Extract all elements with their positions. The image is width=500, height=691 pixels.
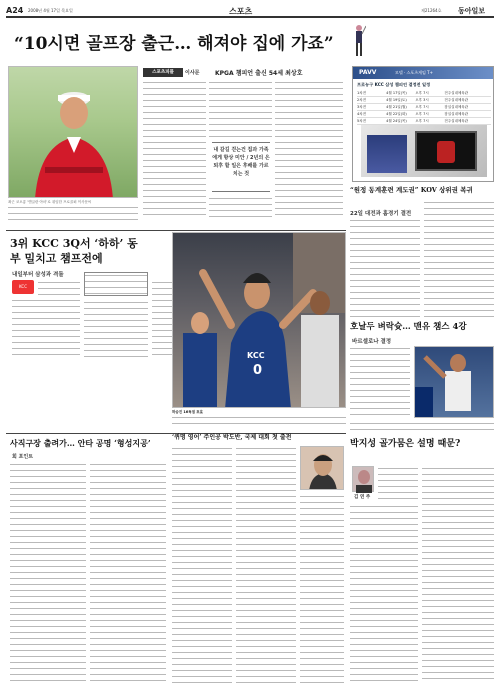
soccer-player-photo [414,346,494,418]
jersey-text: KCC [247,351,265,360]
story1-subhead: KPGA 챔피언 출신 54세 최상호 [215,70,303,77]
jersey-number: 0 [253,363,263,378]
ad-tv-image [361,125,487,177]
photo-caption-title: 하승진 16득점 포효 [172,410,203,414]
kicker-label: 스포츠피플 [143,68,183,77]
ad-schedule-cell: 4월 21일(월) [386,105,407,109]
ad-schedule-row [357,104,491,111]
golfer-cutout-image [352,24,366,58]
story4-headline: 호날두 벼락슛… 맨유 챔스 4강 [350,322,467,332]
tv-advertisement [352,66,494,182]
ad-brand: PAVV [359,69,377,76]
story2-body-col1 [350,218,420,318]
ad-schedule-row [357,97,491,104]
ad-players-image [367,135,407,173]
ad-schedule-cell: 오후 3시 [415,98,429,102]
ad-schedule-cell: 4월 17일(목) [386,91,407,95]
photo-caption-text [172,415,346,427]
story7-body-col2 [236,446,296,684]
caption-text-block [8,205,138,222]
story7-body-col1 [172,446,232,684]
ad-schedule-cell: 전주실내체육관 [444,119,469,123]
story5-headline: 박지성 골가뭄은 설명 때문? [350,439,461,449]
story6-body-col2 [90,462,166,684]
soccer-caption [350,421,494,433]
ad-schedule-cell: 오후 7시 [415,91,429,95]
basketball-action-photo [172,232,346,408]
ad-schedule-cell: 4차전 [357,112,366,116]
story6-byline: 회 포인트 [12,454,34,460]
tv-screen [415,131,477,171]
story6-headline: 사직구장 출려가… 안타 공명 ‘형성지공’ [10,438,151,448]
ad-schedule-cell: 5차전 [357,119,366,123]
issue-date: 2008년 4월 17일 목요일 [28,8,73,13]
story4-body [350,346,410,418]
ad-schedule-row [357,111,491,118]
story1-body-col2b [209,196,272,220]
ad-schedule-cell: 잠실실내체육관 [444,112,469,116]
story3-headline: 3위 KCC 3Q서 ‘하하’ 동부 밀치고 챔프전에 [10,237,138,265]
player-headshot [300,446,344,490]
ad-schedule-cell: 오후 7시 [415,119,429,123]
story1-pullquote: 내 갈길 걷는건 집과 가족에게 항상 미안 / 2년의 은퇴후 할 일은 후배를 가르치는 것 [212,142,270,192]
story2-subhead: 22일 대전과 홈경기 결전 [350,211,412,217]
masthead [6,6,494,18]
ad-schedule-table [357,90,491,125]
story1-body-col3 [275,80,343,220]
ad-schedule-row [357,118,491,125]
section-title: 스포츠 [229,7,253,16]
story5-body-col2 [422,466,494,684]
story7-body-col3 [300,494,344,684]
story3-subhead: 내일부터 삼성과 격돌 [12,272,64,278]
ad-schedule-row [357,90,491,97]
story3-body-col1b [12,298,80,358]
ad-schedule-title: 프로농구 KCC 삼성 챔피언 결정전 일정 [357,82,431,87]
ad-banner [353,67,493,79]
kicker-name: 이사문 [185,70,200,76]
ad-schedule-cell: 1차전 [357,91,366,95]
story7-headline: ‘퀴명 영어’ 주인공 박도반, 국제 대회 첫 출전 [172,434,292,441]
story5-body-col0 [378,466,418,502]
ad-schedule-cell: 3차전 [357,105,366,109]
page-number: A24 [6,6,24,15]
columnist-byline: 김 연 주 [354,495,371,500]
ad-schedule-cell: 2차전 [357,98,366,102]
story1-body-col2 [209,80,272,138]
section-divider [6,230,346,231]
sports-people-kicker [143,68,343,77]
ad-schedule-cell: 잠실실내체육관 [444,105,469,109]
ad-schedule-cell: 오후 7시 [415,105,429,109]
ad-schedule-cell: 전주실내체육관 [444,98,469,102]
story1-headline: “10시면 골프장 출근… 해져야 집에 가죠” [14,34,334,54]
paper-logo: 동아일보 [458,7,486,15]
ad-schedule-cell: 4월 22일(화) [386,112,407,116]
ad-tagline: 모델 · 스포츠게임 T+ [395,70,433,75]
ad-schedule-cell: 4월 24일(목) [386,119,407,123]
story3-body-col2 [84,300,148,360]
story2-body-col2 [424,200,494,318]
story2-headline: “원정 동계훈련 계도권” KOV 상위권 복귀 [350,186,473,194]
ad-schedule-cell: 전주실내체육관 [444,91,469,95]
ad-schedule-cell: 4월 19일(토) [386,98,407,102]
ad-schedule-cell: 오후 7시 [415,112,429,116]
columnist-photo [352,466,374,492]
story5-body-col1 [350,504,418,684]
score-box [84,272,148,296]
story4-subhead: 바르셀로나 결정 [352,339,392,345]
edition-number: 제21264호 [421,8,442,13]
story1-body-col1 [143,80,206,220]
team-logo-icon: KCC [12,280,34,294]
golfer-photo-caption: 최근 코오롱 ‘엔클란 아마’로 취임한 프로골퍼 이사문씨 [8,200,92,204]
golfer-portrait-photo [8,66,138,198]
story6-body-col1 [10,462,86,684]
